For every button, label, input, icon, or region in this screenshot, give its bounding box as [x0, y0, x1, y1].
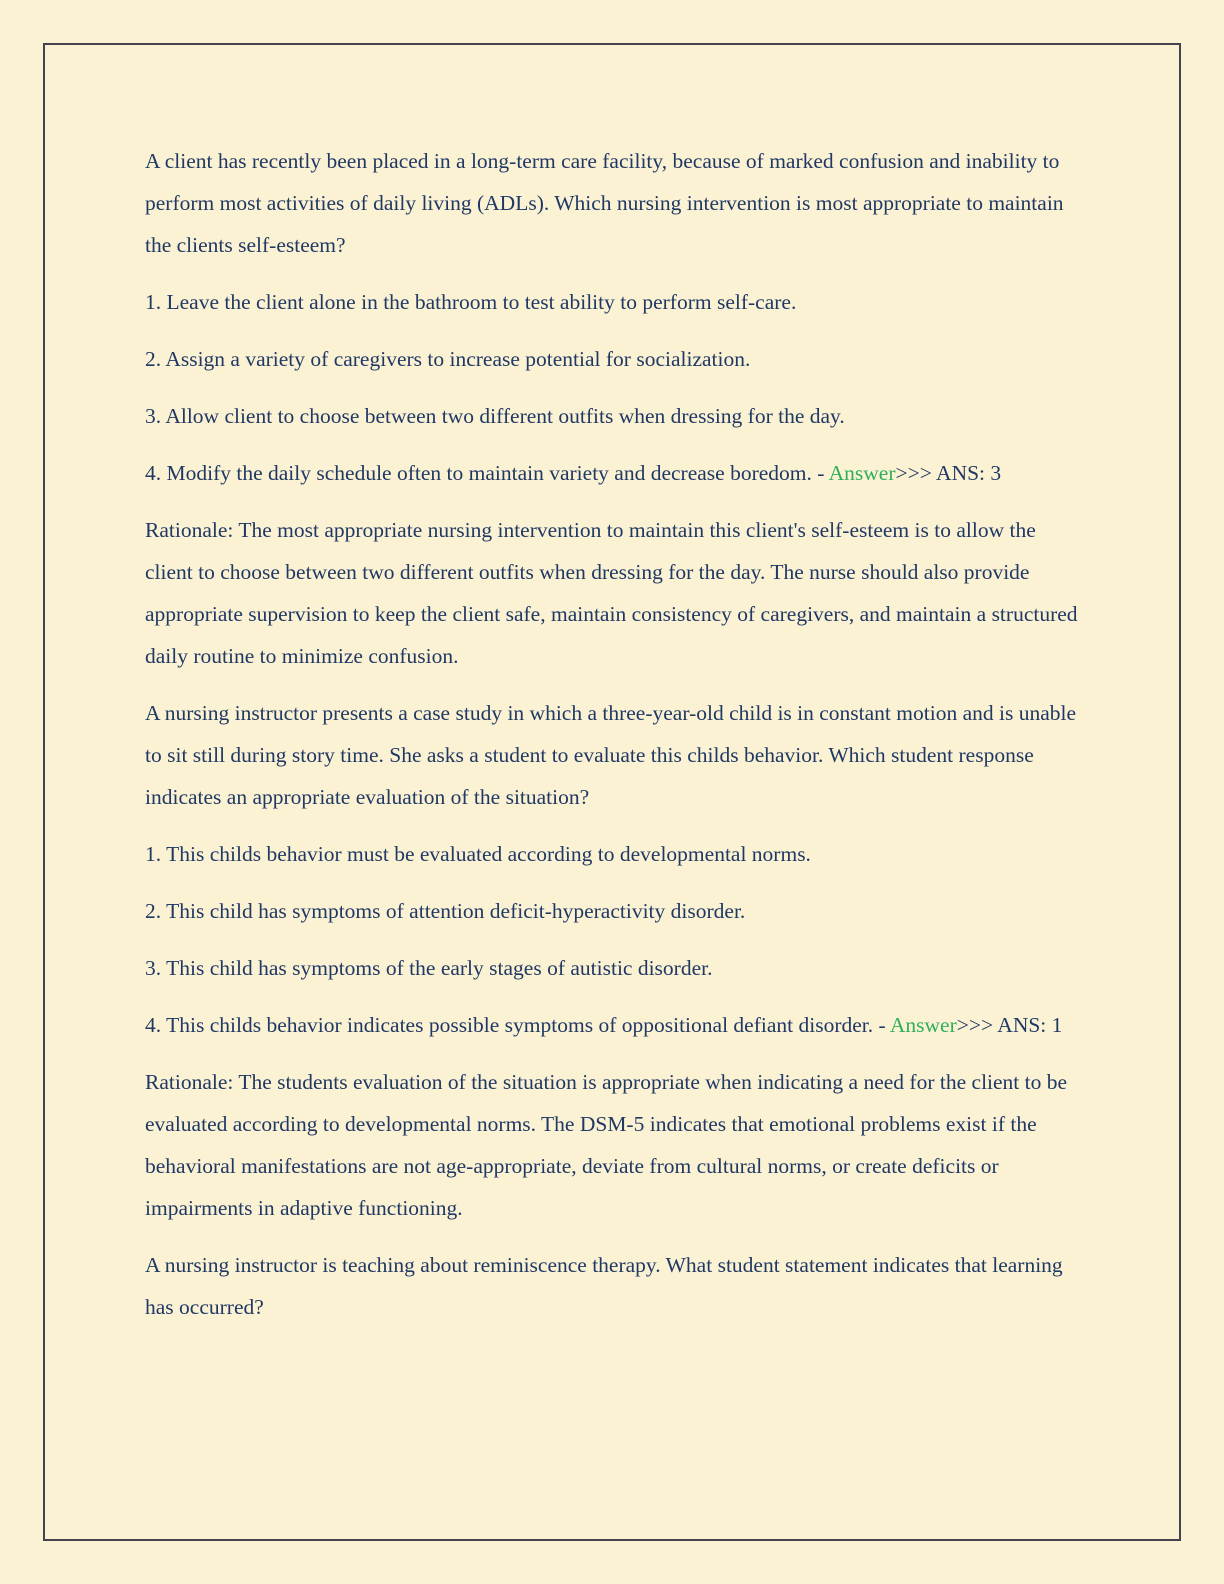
paragraph — [145, 395, 1085, 437]
text-segment: 2. This child has symptoms of attention deficit-hyperactivity disorder. — [145, 899, 746, 923]
text-segment: >>> ANS: 1 — [956, 1013, 1063, 1037]
paragraph — [145, 281, 1085, 323]
text-segment: 2. Assign a variety of caregivers to increase potential for socialization. — [145, 347, 751, 371]
text-segment: A nursing instructor presents a case study in which a three-year-old child is in constant motion and is unable to sit still during story time. She asks a student to evaluate this childs behavior. Which student response indicates an appropriate evaluation of the situation? — [145, 701, 1077, 809]
paragraph — [145, 338, 1085, 380]
paragraph — [145, 1061, 1085, 1229]
answer-marker: Answer — [889, 1013, 957, 1037]
text-segment: A client has recently been placed in a long-term care facility, because of marked confusion and inability to perform most activities of daily living (ADLs). Which nursing intervention is most appropriate to maintain the clients self-esteem? — [145, 149, 1064, 257]
paragraph — [145, 140, 1085, 266]
paragraph — [145, 452, 1085, 494]
text-segment: 4. Modify the daily schedule often to maintain variety and decrease boredom. - — [145, 461, 829, 485]
text-segment: 1. This childs behavior must be evaluated according to developmental norms. — [145, 842, 811, 866]
paragraph — [145, 890, 1085, 932]
paragraph — [145, 509, 1085, 677]
text-segment: 1. Leave the client alone in the bathroom to test ability to perform self-care. — [145, 290, 797, 314]
text-segment: 4. This childs behavior indicates possible symptoms of oppositional defiant disorder. - — [145, 1013, 890, 1037]
text-segment: Rationale: The most appropriate nursing intervention to maintain this client's self-esteem is to allow the client to choose between two different outfits when dressing for the day. The nurse should also provide appropriate supervision to keep the client safe, maintain consistency of caregivers, and maintain a structured daily routine to minimize confusion. — [145, 518, 1078, 668]
paragraph — [145, 947, 1085, 989]
paragraph — [145, 692, 1085, 818]
text-segment: 3. Allow client to choose between two different outfits when dressing for the day. — [145, 404, 845, 428]
text-segment: Rationale: The students evaluation of the situation is appropriate when indicating a need for the client to be evaluated according to developmental norms. The DSM-5 indicates that emotional problems exist if the behavioral manifestations are not age-appropriate, deviate from cultural norms, or create deficits or impairments in adaptive functioning. — [145, 1070, 1068, 1220]
answer-marker: Answer — [828, 461, 896, 485]
text-segment: 3. This child has symptoms of the early stages of autistic disorder. — [145, 956, 713, 980]
paragraph — [145, 1244, 1085, 1328]
paragraph — [145, 833, 1085, 875]
text-segment: >>> ANS: 3 — [895, 461, 1002, 485]
text-segment: A nursing instructor is teaching about reminiscence therapy. What student statement indicates that learning has occurred? — [145, 1253, 1063, 1319]
document-content — [145, 140, 1085, 1343]
paragraph — [145, 1004, 1085, 1046]
